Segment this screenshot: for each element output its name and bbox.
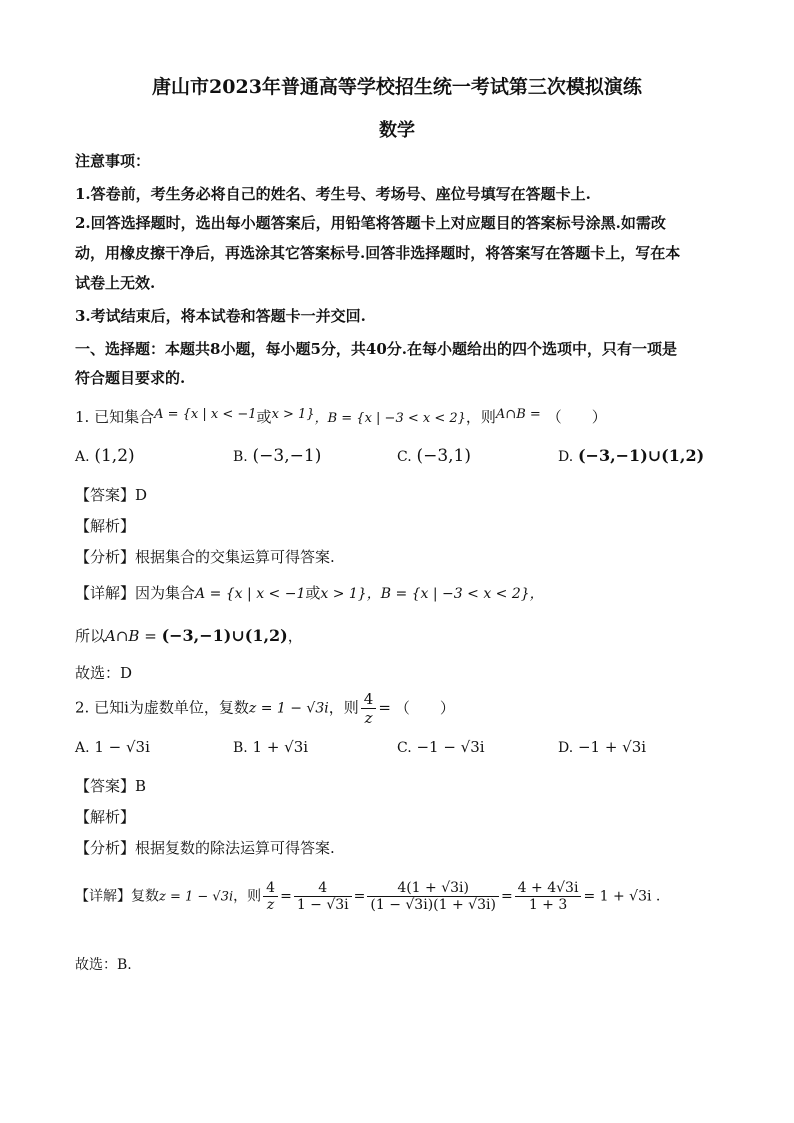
q2-detail-frac-3-den: (1 − √3i)(1 + √3i) [370, 897, 496, 913]
q1-blank: （ ） [546, 408, 607, 426]
note-line-3: 动，用橡皮擦干净后，再选涂其它答案标号.回答非选择题时，将答案写在答题卡上，写在本 [75, 244, 681, 262]
q1-option-d [558, 446, 704, 465]
q1-so [75, 625, 303, 646]
q1-option-d-value: (−3,−1)∪(1,2) [577, 446, 705, 465]
q1-option-b-label: B. [233, 449, 248, 465]
q2-answer-tag: 【答案】 [75, 777, 136, 795]
q1-expr: A∩B = [495, 407, 541, 422]
q1-option-c-label: C. [397, 449, 412, 465]
subject-title: 数学 [379, 120, 415, 141]
q1-option-a-label: A. [75, 449, 90, 465]
q1-stem-prefix: 1. 已知集合 [75, 408, 155, 426]
q2-answer [75, 775, 146, 796]
q2-blank: （ ） [394, 698, 455, 717]
q1-so-prefix: 所以 [75, 627, 106, 645]
q1-detail-prefix: 因为集合 [135, 584, 196, 602]
q2-detail-frac-4-num: 4 + 4√3i [515, 880, 582, 897]
q2-option-a-label: A. [75, 740, 90, 756]
q1-set-a-end: x > 1} [271, 407, 315, 422]
q1-or: 或 [256, 408, 272, 426]
q2-detail-result: = 1 + √3i . [583, 888, 661, 905]
q2-stem-prefix: 2. 已知i为虚数单位，复数 [75, 698, 249, 717]
section-heading-line-1: 一、选择题：本题共8小题，每小题5分，共40分.在每小题给出的四个选项中，只有一项是 [75, 340, 677, 358]
q1-so-end: ， [287, 627, 303, 645]
q2-detail-frac-2-num: 4 [294, 880, 352, 897]
q2-z-def: z = 1 − √3i [248, 700, 329, 717]
q1-detail [75, 582, 544, 603]
q1-so-value: (−3,−1)∪(1,2) [161, 626, 288, 645]
q1-detail-set-b: ，B = {x | −3 < x < 2}， [366, 586, 544, 602]
q2-fenxi-text: 根据复数的除法运算可得答案. [135, 839, 335, 857]
q1-answer-tag: 【答案】 [75, 486, 136, 504]
q2-frac-num: 4 [361, 690, 377, 709]
q2-detail-frac-4 [515, 880, 582, 913]
q2-detail-frac-2-den: 1 − √3i [296, 897, 349, 913]
q2-stem [75, 690, 455, 727]
q1-option-b-value: (−3,−1) [252, 446, 322, 466]
q1-set-b: ，B = {x | −3 < x < 2} [314, 411, 466, 426]
q2-fenxi-tag: 【分析】 [75, 839, 136, 857]
q2-option-b-label: B. [233, 740, 248, 756]
note-line-1: 1.答卷前，考生务必将自己的姓名、考生号、考场号、座位号填写在答题卡上. [75, 185, 591, 203]
q1-detail-tag: 【详解】 [75, 584, 136, 602]
q1-fenxi [75, 546, 335, 567]
q2-choose: 故选：B. [75, 957, 132, 973]
q2-detail-then: ，则 [233, 888, 262, 905]
q2-answer-value: B [135, 777, 147, 795]
notes-title: 注意事项： [75, 152, 151, 170]
q2-option-d-value: −1 + √3i [577, 738, 647, 756]
q2-option-a-value: 1 − √3i [94, 738, 150, 756]
q2-option-b-value: 1 + √3i [252, 738, 309, 756]
q1-fenxi-tag: 【分析】 [75, 548, 136, 566]
q1-so-expr: A∩B = [105, 627, 157, 645]
q2-detail-frac-4-den: 1 + 3 [528, 897, 568, 913]
q1-option-a [75, 446, 135, 466]
q2-fraction [361, 690, 377, 727]
q2-detail-frac-1-den: z [266, 897, 275, 913]
q1-detail-or: 或 [305, 584, 321, 602]
q2-option-a [75, 738, 150, 756]
q2-detail-frac-3 [367, 880, 499, 913]
q1-answer-value: D [135, 486, 148, 504]
q2-detail-z: z = 1 − √3i [159, 889, 234, 905]
q2-fenxi [75, 837, 335, 858]
q2-frac-den: z [364, 709, 373, 727]
q1-set-a: A = {x | x < −1 [154, 407, 257, 422]
q1-fenxi-text: 根据集合的交集运算可得答案. [135, 548, 335, 566]
q2-option-b [233, 738, 308, 756]
q1-analysis-tag: 【解析】 [75, 517, 136, 535]
q1-option-d-label: D. [558, 449, 574, 465]
q1-stem [75, 406, 607, 427]
q1-then: ，则 [465, 408, 496, 426]
q1-option-c-value: (−3,1) [416, 446, 471, 466]
q2-detail-frac-1-num: 4 [263, 880, 278, 897]
q2-option-d [558, 738, 646, 756]
q2-option-c-label: C. [397, 740, 412, 756]
q1-option-c [397, 446, 471, 466]
q2-option-c-value: −1 − √3i [416, 738, 485, 756]
q2-then: ，则 [328, 698, 359, 717]
q2-eq: = [378, 698, 391, 717]
note-line-5: 3.考试结束后，将本试卷和答题卡一并交回. [75, 307, 366, 325]
q2-analysis-tag: 【解析】 [75, 808, 136, 826]
q2-option-d-label: D. [558, 740, 574, 756]
q2-detail-tag: 【详解】 [75, 888, 131, 905]
note-line-2: 2.回答选择题时，选出每小题答案后，用铅笔将答题卡上对应题目的答案标号涂黑.如需改 [75, 214, 666, 232]
section-heading-line-2: 符合题目要求的. [75, 369, 186, 387]
q1-choose: 故选：D [75, 664, 133, 682]
q2-option-c [397, 738, 485, 756]
note-line-4: 试卷上无效. [75, 274, 156, 292]
q1-detail-set-a-end: x > 1} [320, 586, 367, 602]
q2-detail-frac-2 [294, 880, 352, 913]
exam-title: 唐山市2023年普通高等学校招生统一考试第三次模拟演练 [152, 76, 642, 98]
q1-detail-set-a: A = {x | x < −1 [195, 586, 306, 602]
q1-option-a-value: (1,2) [94, 446, 135, 466]
q2-detail-frac-3-num: 4(1 + √3i) [367, 880, 499, 897]
q2-detail-prefix: 复数 [131, 888, 159, 905]
q1-option-b [233, 446, 321, 466]
q2-detail: 【详解】复数z = 1 − √3i，则 $\frac{4}{z}$ = $\frac{4}{1 - √3i}$ = $\frac{4(1 + √3i)}{(1 - √3i)(1 + √3i)}$ = $\frac{4 + 4√3i}{1 + 3}$ = 1 + √3i . [75, 880, 661, 913]
q1-answer [75, 484, 147, 505]
q2-detail-frac-1 [263, 880, 278, 913]
